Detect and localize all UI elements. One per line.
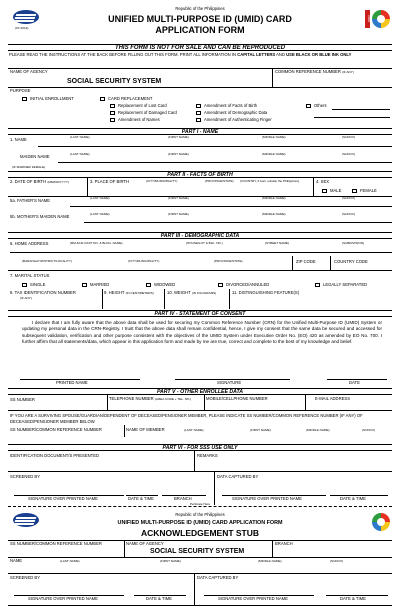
maiden-middle-hint: (MIDDLE NAME): [262, 152, 286, 156]
male-label: MALE: [330, 188, 342, 193]
screened-by-label: SCREENED BY: [10, 474, 41, 479]
maiden-suffix-hint: (SUFFIX): [342, 152, 356, 156]
stub-captured-date-label: DATE & TIME: [340, 596, 366, 601]
weight-unit: (IN KILOGRAMS): [191, 291, 217, 295]
stub-umid-logo: [372, 513, 390, 531]
others-line[interactable]: [332, 109, 390, 110]
instructions-ink: USE BLACK OR: [286, 52, 319, 57]
branch-label: BRANCH: [174, 496, 192, 501]
stub-screened-date-label: DATE & TIME: [146, 596, 172, 601]
captured-date-label: DATE & TIME: [340, 496, 366, 501]
amend-names-label: Amendment of Names: [118, 117, 160, 122]
others-checkbox[interactable]: [306, 104, 311, 108]
single-checkbox[interactable]: [22, 283, 27, 287]
instructions-caps: CAPITAL LETTERS: [237, 52, 276, 57]
mobile-label: MOBILE/CELLPHONE NUMBER: [206, 396, 268, 401]
screened-sig-label: SIGNATURE OVER PRINTED NAME: [28, 496, 98, 501]
weight-label: [167, 291, 216, 296]
maiden-field[interactable]: [58, 162, 392, 163]
stub-captured-sig-label: SIGNATURE OVER PRINTED NAME: [218, 596, 288, 601]
married-label: MARRIED: [90, 282, 110, 287]
instructions-text: PLEASE READ THE INSTRUCTIONS AT THE BACK BEFORE FILLING OUT THIS FORM. PRINT ALL INFORMATION IN: [9, 52, 237, 57]
ss-crn-label: SS NUMBER/COMMON REFERENCE NUMBER: [10, 427, 102, 432]
stub-title: UNIFIED MULTI-PURPOSE ID (UMID) CARD APPLICATION FORM: [117, 520, 283, 526]
tin-hint: (IF ANY): [20, 296, 32, 300]
pob-label: 3. PLACE OF BIRTH: [90, 179, 130, 184]
pob-province-hint: (PROVINCE/STATE): [205, 179, 234, 183]
mother-field[interactable]: [84, 222, 392, 223]
features-label: 11. DISTINGUISHING FEATURE(S): [232, 290, 300, 295]
female-label: FEMALE: [360, 188, 377, 193]
email-label: E-MAIL ADDRESS: [315, 396, 350, 401]
stub-republic: Republic of the Philippines: [175, 512, 225, 517]
dob-text: 2. DATE OF BIRTH: [10, 179, 47, 184]
umid-logo: [372, 10, 390, 28]
height-unit: (IN CENTIMETERS): [125, 291, 154, 295]
amend-birth-label: Amendment of Facts of Birth: [204, 103, 258, 108]
instructions-and: AND: [276, 52, 285, 57]
separated-checkbox[interactable]: [315, 283, 320, 287]
stub-last-hint: (LAST NAME): [60, 559, 80, 563]
damaged-card-label: Replacement of Damaged Card: [118, 110, 177, 115]
stub-middle-hint: (MIDDLE NAME): [258, 559, 282, 563]
height-text: 9. HEIGHT: [104, 290, 125, 295]
member-last-hint: (LAST NAME): [184, 428, 204, 432]
father-first-hint: (FIRST NAME): [168, 196, 189, 200]
divorced-label: DIVORCED/ANNULED: [226, 282, 270, 287]
part5-title: PART V - OTHER ENROLLEE DATA: [8, 388, 392, 395]
date-label: DATE: [349, 380, 360, 385]
barangay-hint: (BARANGAY/DISTRICT/LOCALITY): [22, 259, 72, 263]
mother-middle-hint: (MIDDLE NAME): [262, 212, 286, 216]
subdivision-hint: (SUBDIVISION): [342, 241, 365, 245]
consent-text: I declare that I am fully aware that the above data shall be used for securing my Common Reference Number (CRN) for the Unified Multi-Purpose ID (UMID) System or updating my personal data in the CRN-Registry. I trust that the above data shall remain confidential, hence, I give my consent that the same data be secured and accessed for subsequent validation, verification and other purpose consistent with the objectives of the UMID System under Executive Order No. (EO) 420 as amended by EO No. 700. I further affirm that all statements/data, which appear in this application form and made by me are true, correct and complete to the best of my knowledge and belief.: [22, 320, 382, 345]
mother-label: 5b. MOTHER'S MAIDEN NAME: [10, 214, 70, 219]
name-label: 1. NAME: [10, 137, 27, 142]
mother-suffix-hint: (SUFFIX): [342, 212, 356, 216]
damaged-card-checkbox[interactable]: [110, 111, 115, 115]
pob-country-hint: (COUNTRY, if born outside the Philippines): [240, 179, 300, 183]
widowed-label: WIDOWED: [154, 282, 176, 287]
divorced-checkbox[interactable]: [218, 283, 223, 287]
name-first-hint: (FIRST NAME): [168, 135, 189, 139]
country-code-label: COUNTRY CODE: [334, 259, 368, 264]
tin-label: 8. TAX IDENTIFICATION NUMBER: [10, 290, 76, 295]
maiden-first-hint: (FIRST NAME): [168, 152, 189, 156]
male-checkbox[interactable]: [322, 189, 327, 193]
single-label: SINGLE: [30, 282, 46, 287]
dob-hint: (MM/DD/YYYY): [47, 180, 69, 184]
initial-enrollment-checkbox[interactable]: [22, 97, 27, 101]
name-member-label: NAME OF MEMBER: [126, 427, 165, 432]
amend-finger-checkbox[interactable]: [196, 118, 201, 122]
crn-hint: (IF ANY): [342, 70, 354, 74]
amend-demo-checkbox[interactable]: [196, 111, 201, 115]
maiden-last-hint: (LAST NAME): [70, 152, 90, 156]
married-hint: (IF MARRIED FEMALE): [12, 165, 46, 169]
stub-agency-value: SOCIAL SECURITY SYSTEM: [150, 548, 245, 555]
printed-name-label: PRINTED NAME: [56, 380, 88, 385]
stub-first-hint: (FIRST NAME): [160, 559, 181, 563]
height-label: [104, 291, 154, 296]
amend-demo-label: Amendment of Demographic Data: [204, 110, 268, 115]
stub-agency-label: NAME OF AGENCY: [126, 541, 164, 546]
ss-number-label: SS NUMBER: [10, 397, 35, 402]
father-middle-hint: (MIDDLE NAME): [262, 196, 286, 200]
name-suffix-hint: (SUFFIX): [342, 135, 356, 139]
amend-names-checkbox[interactable]: [110, 118, 115, 122]
instructions: [9, 53, 393, 58]
perforate-label: Perforate Here: [189, 502, 211, 506]
id-presented-label: IDENTIFICATION DOCUMENT/S PRESENTED: [10, 453, 100, 458]
widowed-checkbox[interactable]: [146, 283, 151, 287]
stub-screened-label: SCREENED BY: [10, 575, 41, 580]
address-label: 6. HOME ADDRESS: [10, 241, 49, 246]
female-checkbox[interactable]: [352, 189, 357, 193]
survivor-note: IF YOU ARE A SURVIVING SPOUSE/GUARDIAN/DEPENDENT OF DECEASED/PENSIONER MEMBER, PLEASE INDICATE SS NUMBER/COMMON REFERENCE NUMBER (IF ANY) OF DECEASED/PENSIONER MEMBER BELOW: [10, 413, 363, 424]
rm-hint: (RM./FLR./UNIT NO. & BLDG. NAME): [70, 241, 123, 245]
father-field[interactable]: [70, 206, 392, 207]
data-captured-label: DATA CAPTURED BY: [217, 474, 259, 479]
separated-label: LEGALLY SEPARATED: [323, 282, 368, 287]
provstate-hint: (PROVINCE/STATE): [214, 259, 243, 263]
stub-suffix-hint: (SUFFIX): [330, 559, 344, 563]
pob-city-hint: (CITY/MUNICIPALITY): [146, 179, 178, 183]
stub-branch-label: BRANCH: [275, 541, 293, 546]
notice-banner: THIS FORM IS NOT FOR SALE AND CAN BE REPRODUCED: [8, 44, 392, 51]
amend-finger-label: Amendment of Authenticating Finger: [204, 117, 272, 122]
others-label: Others: [314, 103, 327, 108]
marital-label: 7. MARITAL STATUS: [10, 273, 50, 278]
instructions-ink-2: BLUE INK ONLY: [319, 52, 352, 57]
part2-title: PART II - FACTS OF BIRTH: [8, 171, 392, 178]
father-label: 5a. FATHER'S NAME: [10, 198, 51, 203]
telephone-hint: (AREA CODE + TEL. NO.): [154, 397, 192, 401]
citymun-hint: (CITY/MUNICIPALITY): [128, 259, 160, 263]
member-middle-hint: (MIDDLE NAME): [306, 428, 330, 432]
stub-screened-sig-label: SIGNATURE OVER PRINTED NAME: [28, 596, 98, 601]
name-middle-hint: (MIDDLE NAME): [262, 135, 286, 139]
stub-ss-crn-label: SS NUMBER/COMMON REFERENCE NUMBER: [10, 541, 102, 546]
member-suffix-hint: (SUFFIX): [362, 428, 376, 432]
name-field[interactable]: [38, 146, 392, 147]
name-last-hint: (LAST NAME): [70, 135, 90, 139]
address-field-1[interactable]: [10, 252, 392, 253]
part6-title: PART VI - FOR SSS USE ONLY: [8, 444, 392, 451]
card-replacement-checkbox[interactable]: [100, 97, 105, 101]
form-code: (07-2013): [15, 26, 29, 30]
mother-first-hint: (FIRST NAME): [168, 212, 189, 216]
form-title: UNIFIED MULTI-PURPOSE ID (UMID) CARD: [108, 14, 292, 24]
lost-card-checkbox[interactable]: [110, 104, 115, 108]
maiden-label: MAIDEN NAME: [20, 154, 50, 159]
remarks-label: REMARKS: [197, 453, 218, 458]
agency-value: SOCIAL SECURITY SYSTEM: [67, 78, 162, 85]
others-line-2[interactable]: [314, 117, 390, 118]
initial-enrollment-label: INITIAL ENROLLMENT: [30, 96, 74, 101]
father-last-hint: (LAST NAME): [90, 196, 110, 200]
screened-date-label: DATE & TIME: [128, 496, 154, 501]
form-subtitle: APPLICATION FORM: [155, 25, 245, 35]
agency-label: NAME OF AGENCY: [10, 69, 48, 74]
part4-title: PART IV - STATEMENT OF CONSENT: [8, 310, 392, 317]
dob-label: [10, 180, 69, 185]
republic-text: Republic of the Philippines: [175, 6, 225, 11]
street-hint: (STREET NAME): [265, 241, 290, 245]
signature-label: SIGNATURE: [217, 380, 242, 385]
stub-captured-label: DATA CAPTURED BY: [197, 575, 239, 580]
umid-tag: UMID: [365, 10, 370, 28]
telephone-text: TELEPHONE NUMBER: [109, 396, 154, 401]
captured-sig-label: SIGNATURE OVER PRINTED NAME: [232, 496, 302, 501]
crn-label: [275, 70, 354, 75]
lost-card-label: Replacement of Lost Card: [118, 103, 167, 108]
part3-title: PART III - DEMOGRAPHIC DATA: [8, 232, 392, 239]
card-replacement-label: CARD REPLACEMENT: [108, 96, 153, 101]
member-first-hint: (FIRST NAME): [250, 428, 271, 432]
weight-text: 10. WEIGHT: [167, 290, 191, 295]
amend-birth-checkbox[interactable]: [196, 104, 201, 108]
crn-label-text: COMMON REFERENCE NUMBER: [275, 69, 341, 74]
father-suffix-hint: (SUFFIX): [342, 196, 356, 200]
telephone-label: [109, 397, 191, 402]
stub-name-label: NAME: [10, 558, 23, 563]
married-checkbox[interactable]: [82, 283, 87, 287]
zip-label: ZIP CODE: [296, 259, 316, 264]
purpose-label: PURPOSE: [10, 88, 31, 93]
part1-title: PART I - NAME: [8, 128, 392, 135]
house-hint: (HOUSE/LOT & BLK. NO.): [186, 241, 223, 245]
sex-label: 4. SEX: [316, 179, 330, 184]
mother-last-hint: (LAST NAME): [90, 212, 110, 216]
stub-heading: ACKNOWLEDGEMENT STUB: [140, 528, 260, 538]
